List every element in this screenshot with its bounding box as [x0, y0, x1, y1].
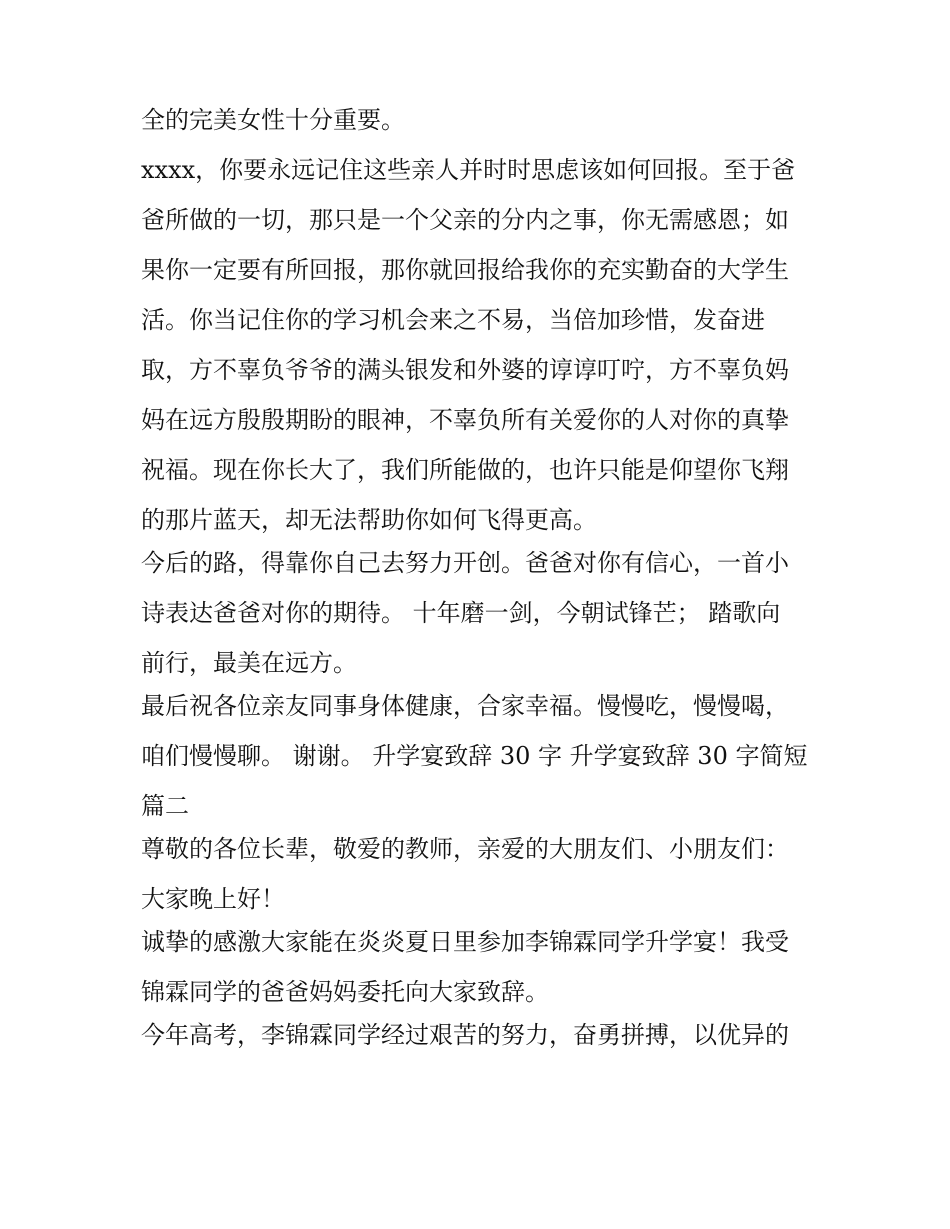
document-body [141, 108, 816, 1073]
text-line: 爸所做的一切，那只是一个父亲的分内之事，你无需感恩；如 [141, 206, 789, 234]
text-line: 活。你当记住你的学习机会来之不易，当倍加珍惜，发奋进 [141, 306, 765, 334]
text-line: 果你一定要有所回报，那你就回报给我你的充实勤奋的大学生 [141, 256, 789, 284]
text-line: 全的完美女性十分重要。 [141, 106, 405, 134]
text-line: 妈在远方殷殷期盼的眼神，不辜负所有关爱你的人对你的真挚 [141, 406, 789, 434]
text-line: 祝福。现在你长大了，我们所能做的，也许只能是仰望你飞翔 [141, 456, 789, 484]
text-line: 最后祝各位亲友同事身体健康，合家幸福。慢慢吃，慢慢喝， [141, 692, 789, 720]
text-line: 尊敬的各位长辈，敬爱的教师，亲爱的大朋友们、小朋友们： [141, 835, 789, 863]
text-line: 诚挚的感激大家能在炎炎夏日里参加李锦霖同学升学宴！我受 [141, 928, 789, 956]
text-line: 今后的路，得靠你自己去努力开创。爸爸对你有信心，一首小 [141, 549, 789, 577]
text-line: 篇二 [141, 792, 189, 820]
text-line: 取，方不辜负爷爷的满头银发和外婆的谆谆叮咛，方不辜负妈 [141, 356, 789, 384]
text-line: 今年高考，李锦霖同学经过艰苦的努力，奋勇拼搏，以优异的 [141, 1021, 789, 1049]
text-line: xxxx，你要永远记住这些亲人并时时思虑该如何回报。至于爸 [141, 156, 796, 184]
text-line: 锦霖同学的爸爸妈妈委托向大家致辞。 [141, 978, 549, 1006]
text-line: 前行，最美在远方。 [141, 649, 357, 677]
text-line: 大家晚上好！ [141, 885, 285, 913]
text-line: 的那片蓝天，却无法帮助你如何飞得更高。 [141, 506, 597, 534]
text-line: 诗表达爸爸对你的期待。 十年磨一剑，今朝试锋芒； 踏歌向 [141, 599, 781, 627]
text-line: 咱们慢慢聊。 谢谢。 升学宴致辞 30 字 升学宴致辞 30 字简短 [141, 742, 808, 770]
